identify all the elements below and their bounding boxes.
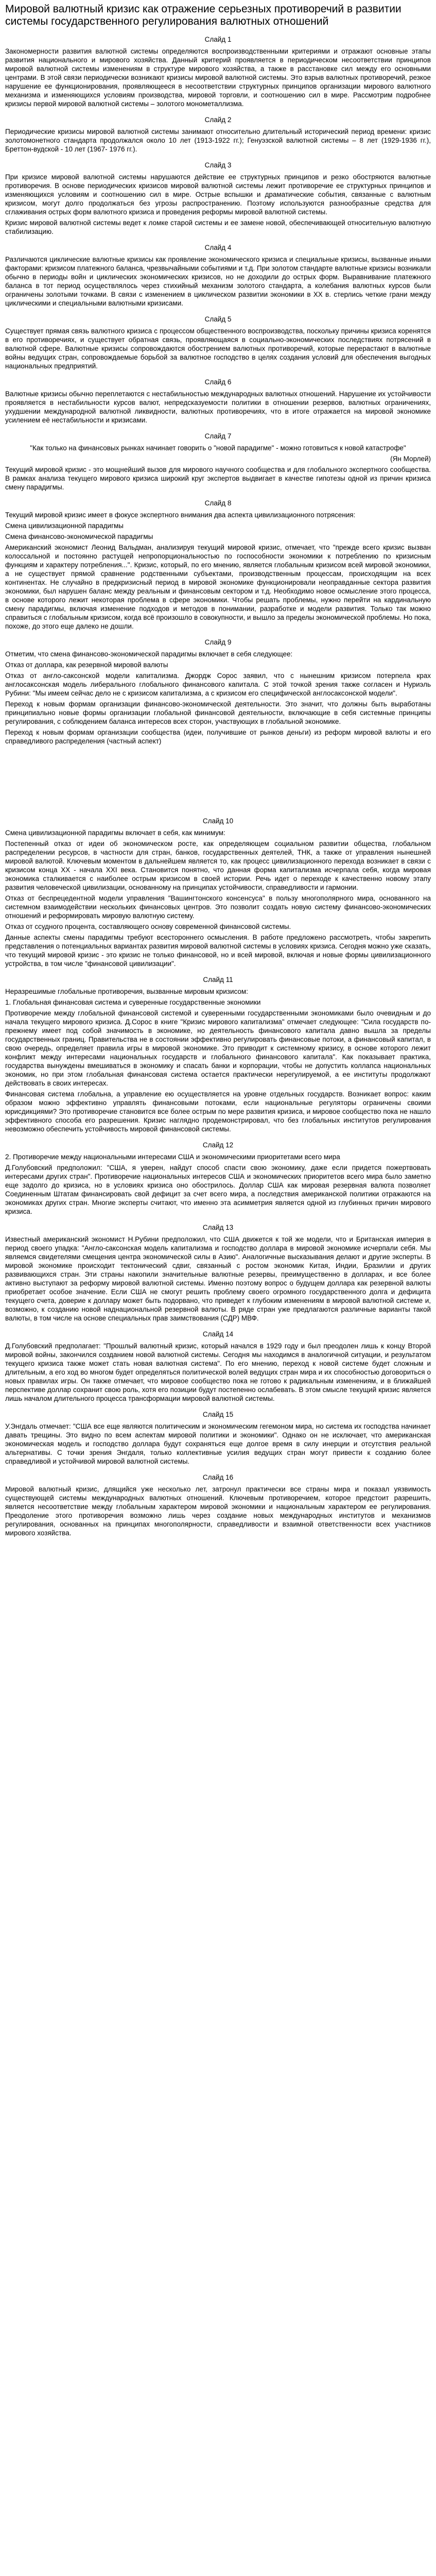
- slide-heading: Слайд 6: [204, 378, 232, 386]
- paragraph: Финансовая система глобальна, а управление ею осуществляется на уровне отдельных государств. Возникает вопрос: каким образом можно эффективно управлять финансовыми потоками, если национальные регуляторы ограничены своими юрисдикциями? Это противоречие становится все более острым по мере развития кризиса, и мировое сообщество пока не нашло эффективного способа его разрешения. Кризис наглядно продемонстрировал, что без глобальных институтов регулирования невозможно обеспечить устойчивость мировой финансовой системы.: [5, 1090, 431, 1133]
- epigraph-author: (Ян Морлей): [390, 455, 431, 463]
- slide-heading: Слайд 7: [204, 432, 232, 440]
- slide-heading: Слайд 12: [202, 1141, 234, 1149]
- paragraph: 2. Противоречие между национальными интересами США и экономическими приоритетами всего мира: [5, 1153, 340, 1161]
- paragraph: Мировой валютный кризис, длящийся уже несколько лет, затронул практически все страны мира и показал уязвимость существующей системы международных валютных отношений. Ключевым противоречием, которое предстоит разрешить, является несоответствие между глобальным характером мировой экономики и национальным характером ее регулирования. Преодоление этого противоречия возможно лишь через создание новых международных институтов и механизмов регулирования, основанных на принципах многополярности, справедливости и взаимной ответственности всех участников мирового хозяйства.: [5, 1485, 431, 1537]
- slide-heading: Слайд 2: [204, 116, 232, 124]
- paragraph: Отказ от ссудного процента, составляющего основу современной финансовой системы.: [5, 923, 291, 930]
- paragraph: Противоречие между глобальной финансовой системой и суверенными государственными экономиками было очевидным и до начала текущего мирового кризиса. Д.Сорос в книге "Кризис мирового капитализма" отмечает следующее: "Сила государств по-прежнему имеет под собой значимость в экономике, но деятельность финансового капитала давно вышла за пределы государственных границ. Правительства не в состоянии эффективно регулировать финансовые потоки, а финансовый капитал, в свою очередь, определяет правила игры в мировой экономике. Это приводит к системному кризису, в основе которого лежит конфликт между интересами национальных государств и глобального финансового капитала". Как показывает практика, государства вынуждены вмешиваться в экономику и спасать банки и корпорации, чтобы не допустить коллапса национальных экономик, но при этом глобальная финансовая система остается практически нерегулируемой, а ее институты продолжают действовать в своих интересах.: [5, 1009, 431, 1087]
- paragraph: Смена финансово-экономической парадигмы: [5, 533, 153, 540]
- paragraph: Д.Голубовский предполагает: "Прошлый валютный кризис, который начался в 1929 году и был преодолен лишь к концу Второй мировой войны, закончился созданием новой валютной системы. Сегодня мы находимся в аналогичной ситуации, и результатом текущего кризиса также может стать новая валютная система". По его мнению, переход к новой системе будет сложным и длительным, а его ход во многом будет определяться политической волей ведущих стран мира и их способностью договориться о новых правилах игры. Он также отмечает, что мировое сообщество пока не готово к радикальным изменениям, и в ближайшей перспективе доллар сохранит свою роль, хотя его позиции будут постепенно ослабевать. В этом смысле текущий кризис является лишь началом длительного процесса трансформации мировой валютной системы.: [5, 1342, 431, 1402]
- slide-heading: Слайд 14: [202, 1330, 234, 1338]
- slide-heading: Слайд 10: [202, 817, 234, 825]
- document-body: [5, 35, 431, 1537]
- paragraph: Текущий мировой кризис имеет в фокусе экспертного внимания два аспекта цивилизационного потрясения:: [5, 511, 356, 519]
- slide-heading: Слайд 8: [204, 499, 232, 507]
- slide-heading: Слайд 3: [204, 161, 232, 169]
- slide-heading: Слайд 5: [204, 315, 232, 323]
- slide-heading: Слайд 13: [202, 1224, 234, 1231]
- paragraph: У.Энгдаль отмечает: "США все еще являются политическим и экономическим гегемоном мира, но система их господства начинает давать трещины. Это видно по всем аспектам мировой политики и экономики". Однако он не исключает, что американская экономическая модель и господство доллара будут сохраняться еще долгое время в силу инерции и отсутствия реальной альтернативы. С точки зрения Энгдаля, только коллективные усилия ведущих стран могут привести к созданию более справедливой и устойчивой мировой валютной системы.: [5, 1422, 431, 1465]
- paragraph: Переход к новым формам организации финансово-экономической деятельности. Это значит, что должны быть выработаны принципиально новые формы организации глобальной финансовой деятельности, включающие в себя системные принципы регулирования, с соблюдением баланса интересов всех сторон, участвующих в глобальной экономике.: [5, 700, 431, 725]
- slide-heading: Слайд 1: [204, 36, 232, 43]
- paragraph: 1. Глобальная финансовая система и суверенные государственные экономики: [5, 998, 261, 1006]
- slide-heading: Слайд 16: [202, 1473, 234, 1481]
- paragraph: При кризисе мировой валютной системы нарушаются действие ее структурных принципов и резко обостряются валютные противоречия. В основе периодических кризисов мировой валютной системы лежит противоречие ее структурных принципов и изменяющихся условиям и соотношению сил в мире. Острые вспышки и драматические события, связанные с валютным кризисом, могут долго продолжаться без угрозы распространению. Поэтому используются разнообразные средства для сглаживания острых форм валютного кризиса и проведения реформы мировой валютной системы.: [5, 173, 431, 216]
- paragraph: Смена цивилизационной парадигмы включает в себя, как минимум:: [5, 829, 225, 837]
- slide-heading: Слайд 11: [203, 976, 233, 984]
- paragraph: Валютные кризисы обычно переплетаются с нестабильностью международных валютных отношений. Нарушение их устойчивости проявляется в нестабильности курсов валют, непредсказуемости политики в отношении резервов, валютных ограничениях, ухудшении международной валютной ликвидности, валютных противоречиях, что в итоге отражается на мировой экономике усилением её нестабильности и кризисами.: [5, 390, 431, 424]
- paragraph: Известный американский экономист Н.Рубини предположил, что США движется к той же модели, что и Британская империя в период своего упадка: "Англо-саксонская модель капитализма и господство доллара в мировой экономике исчерпали себя. Мы являемся свидетелями смещения центра экономической силы в Азию". Аналогичные высказывания делают и другие эксперты. В мировой экономике происходит тектонический сдвиг, связанный с ростом экономик Китая, Индии, Бразилии и других развивающихся стран. Эти страны накопили значительные валютные резервы, преимущественно в долларах, и все более активно выступают за реформу мировой валютной системы. Именно поэтому вопрос о будущем доллара как резервной валюты приобретает особое значение. Если США не смогут решить проблему своего огромного государственного долга и дефицита текущего счета, доверие к доллару может быть подорвано, что приведет к глубоким изменениям в мировой валютной системе и, возможно, к созданию новой наднациональной резервной валюты. В ряде стран уже предлагаются различные варианты такой валюты, в том числе на основе специальных прав заимствования (СДР) МВФ.: [5, 1235, 431, 1322]
- paragraph: Периодические кризисы мировой валютной системы занимают относительно длительный исторический период времени: кризис золотомонетного стандарта продолжался около 10 лет (1913-1922 гг.); Генуэзской валютной системы – 8 лет (1929-1936 гг.), Бреттон-вудской - 10 лет (1967- 1976 гг.).: [5, 128, 431, 153]
- paragraph: Отказ от англо-саксонской модели капитализма. Джордж Сорос заявил, что с нынешним кризисом потерпела крах англосаксонская модель либерального глобального финансового капитала. С этой точкой зрения также согласен и Нуриэль Рубини: "Мы имеем сейчас дело не с кризисом капитализма, а с кризисом его специфической англосаксонской модели".: [5, 672, 431, 697]
- paragraph: Постепенный отказ от идеи об экономическом росте, как определяющем социальном развитии общества, глобальном распределении ресурсов, в частности для стран, банков, государственных деятелей, ТНК, а также от управления нынешней мировой валютой. Ключевым моментом в дальнейшем является то, как процесс цивилизационного перехода возникает в связи с кризисом конца XX - начала XXI века. Становится понятно, что данная форма капитализма исчерпала себя, когда мировая экономика сталкивается с наиболее острым кризисом в своей истории. Речь идет о переходе к качественно новому этапу развития человеческой цивилизации, основанному на принципах устойчивости, справедливости и гармонии.: [5, 840, 431, 891]
- slide-heading: Слайд 4: [204, 244, 232, 251]
- paragraph: Кризис мировой валютной системы ведет к ломке старой системы и ее замене новой, обеспечивающей относительную валютную стабилизацию.: [5, 219, 431, 235]
- page-gap: [5, 748, 431, 809]
- paragraph: Отказ от беспрецедентной модели управления "Вашингтонского консенсуса" в пользу многополярного мира, основанного на системном взаимодействии нескольких финансовых центров. Это позволит создать новую систему финансово-экономических отношений и реформировать мировую валютную систему.: [5, 894, 431, 920]
- paragraph: Американский экономист Леонид Вальдман, анализируя текущий мировой кризис, отмечает, что "прежде всего кризис вызван колоссальной и постоянно растущей непропорциональностью по госпособности экономики к потреблению по кризисным функциям и характеру потребления...". Кризис, который, по его мнению, является глобальным кризисом всей мировой экономики, а не существует прямой сравнение родственными субъектами, производственным процессам, происходящим на всех континентах. Не случайно в предкризисный период в мировой экономике функционировали неоправданные сектора развития экономики, был нарушен баланс между реальным и финансовым сектором и т.д. Необходимо новое осмысление этого процесса, в основе которого лежит некоторая проблема в сфере экономики. Чтобы решать проблемы, нужно перейти на кардинальную смену парадигмы, включая изменение подходов и методов в понимании, разработке и модели развития. Только так можно справиться с глобальным кризисом, когда всё произошло в совокупности, и вышло за пределы экономической проблемы. Но пока, похоже, до этого еще далеко не дошли.: [5, 544, 431, 630]
- paragraph: Неразрешимые глобальные противоречия, вызванные мировым кризисом:: [5, 988, 248, 995]
- paragraph: Отметим, что смена финансово-экономической парадигмы включает в себя следующее:: [5, 650, 293, 658]
- paragraph: Переход к новым формам организации сообщества (идеи, получившие от рынков деньги) из реформ мировой валюты и его справедливого распределения (частный аспект): [5, 728, 431, 745]
- paragraph: Существует прямая связь валютного кризиса с процессом общественного воспроизводства, поскольку причины кризиса коренятся в его противоречиях, и существует обратная связь, проявляющаяся в социально-экономических последствиях потрясений в валютной сфере. Валютные кризисы сопровождаются обострением валютных противоречий, которые перерастают в валютные войны ведущих стран, сопровождаемые борьбой за валютное господство в целях создания условий для обеспечения выгодных национальных предприятий.: [5, 327, 431, 370]
- slide-heading: Слайд 15: [202, 1411, 234, 1418]
- paragraph: Отказ от доллара, как резервной мировой валюты: [5, 661, 168, 669]
- paragraph: Различаются циклические валютные кризисы как проявление экономического кризиса и специальные кризисы, вызванные иными факторами: кризисом платежного баланса, чрезвычайными событиями и т.д. При золотом стандарте валютные кризисы возникали обычно в периоды войн и циклических экономических кризисов, но не доходили до острых форм. Выравнивание платежного баланса в тот период осуществлялось через стихийный механизм золотого стандарта, а колебания валютных курсов были ограничены золотыми точками. В связи с изменением в циклическом развитии экономики в XX в. стерлись четкие грани между циклическими и специальными валютными кризисами.: [5, 256, 431, 307]
- paragraph: Данные аспекты смены парадигмы требуют всестороннего осмысления. В работе предложено рассмотреть, чтобы закрепить представления о потенциальных вариантах развития мировой валютной системы в условиях кризиса. Сегодня можно уже сказать, что текущий мировой кризис - это кризис не только финансовой, но и всей мировой, включая и новые формы цивилизационного устройства, в том числе "финансовой цивилизации".: [5, 934, 431, 968]
- slide-heading: Слайд 9: [204, 638, 232, 646]
- paragraph: Смена цивилизационной парадигмы: [5, 522, 124, 530]
- paragraph: Д.Голубовский предположил: "США, я уверен, найдут способ спасти свою экономику, даже если придется пожертвовать интересами других стран". Противоречие национальных интересов США и экономических приоритетов всего мира было заметно еще задолго до кризиса, но в условиях кризиса оно обострилось. Доллар США как мировая резервная валюта позволяет Соединенным Штатам финансировать свой дефицит за счет всего мира, а последствия американской политики отражаются на экономиках других стран. Многие эксперты считают, что именно эта асимметрия является одной из глубинных причин мирового кризиса.: [5, 1164, 431, 1215]
- paragraph: Текущий мировой кризис - это мощнейший вызов для мирового научного сообщества и для глобального экспертного сообщества. В рамках анализа текущего мирового кризиса широкий круг экспертов выдвигает в качестве гипотезы одной из причин кризиса смену парадигмы.: [5, 466, 431, 491]
- epigraph-quote: "Как только на финансовых рынках начинает говорить о "новой парадигме" - можно готовиться к новой катастрофе": [30, 444, 406, 452]
- document-title: Мировой валютный кризис как отражение серьезных противоречий в развитии системы государственного регулирования валютных отношений: [5, 3, 402, 27]
- paragraph: Закономерности развития валютной системы определяются воспроизводственными критериями и отражают основные этапы развития национального и мирового хозяйства. Данный критерий проявляется в периодическом несоответствии принципов мировой валютной системы изменениям в структуре мирового хозяйства, а также в расстановке сил между его основными центрами. В этой связи периодически возникают кризисы мировой валютной системы. Это взрыв валютных противоречий, резкое нарушение ее функционирования, проявляющееся в несоответствии структурных принципов организации мирового валютного механизма и изменяющихся условиям производства, мировой торговли, и соотношению сил в мире. Рассмотрим подробнее кризисы первой мировой валютной системы – золотого монометаллизма.: [5, 47, 431, 108]
